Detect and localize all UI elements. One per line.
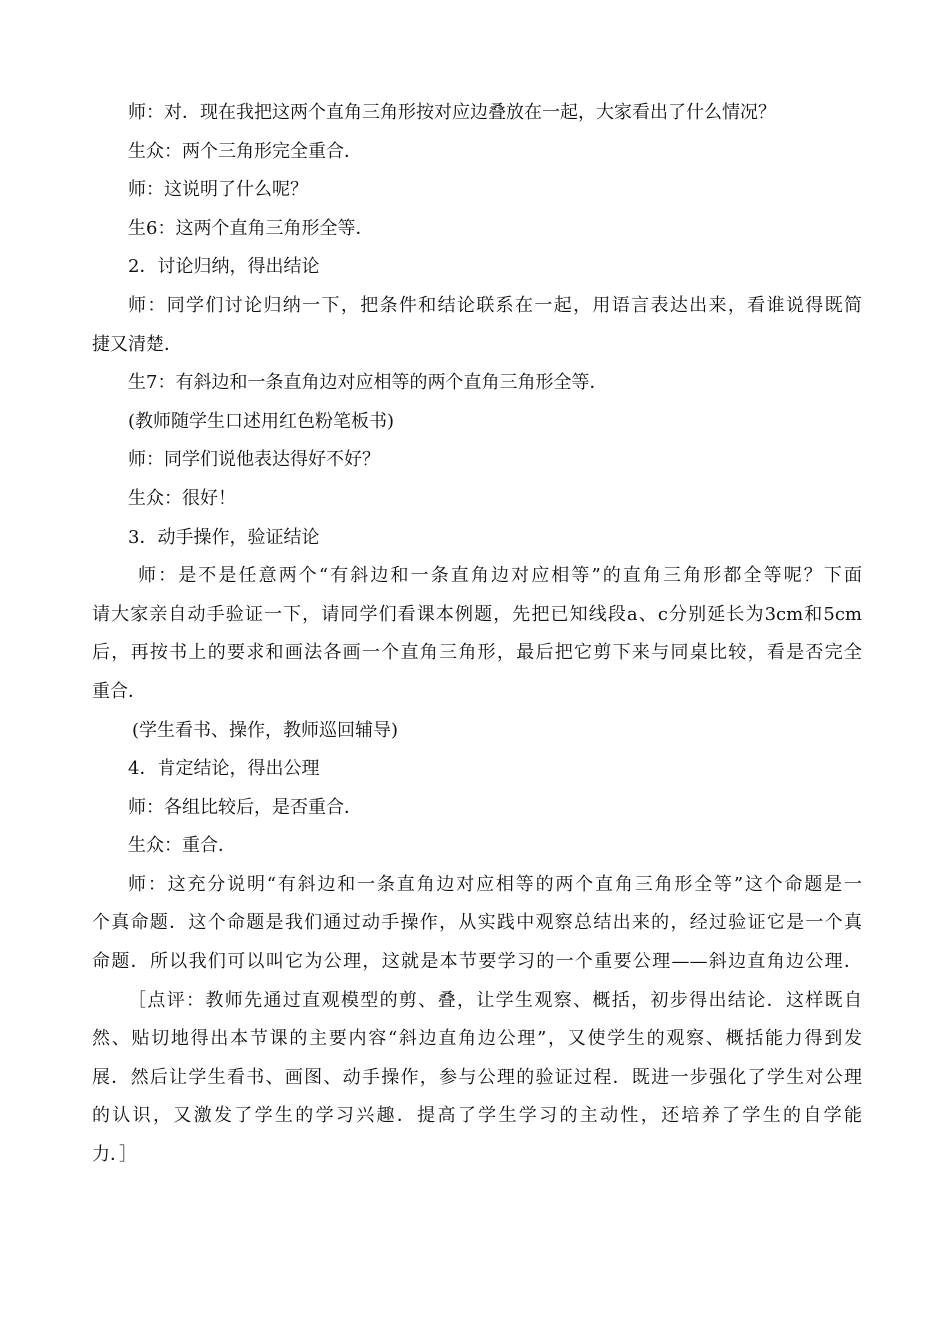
paragraph-line: (教师随学生口述用红色粉笔板书)	[128, 410, 395, 432]
paragraph-line: 生众：很好！	[128, 487, 236, 509]
paragraph-line: 命题．所以我们可以叫它为公理，这就是本节要学习的一个重要公理——斜边直角边公理．	[92, 951, 862, 973]
paragraph-line: 重合．	[92, 680, 146, 702]
paragraph-line: 师：这充分说明“有斜边和一条直角边对应相等的两个直角三角形全等”这个命题是一	[128, 873, 862, 895]
section-heading: 2．讨论归纳，得出结论	[128, 256, 320, 278]
section-heading: 4．肯定结论，得出公理	[128, 758, 320, 780]
comment-line: 然、贴切地得出本节课的主要内容“斜边直角边公理”，又使学生的观察、概括能力得到发	[92, 1028, 862, 1050]
paragraph-line: 师：同学们讨论归纳一下，把条件和结论联系在一起，用语言表达出来，看谁说得既简	[128, 294, 862, 316]
paragraph-line: 师：是不是任意两个“有斜边和一条直角边对应相等”的直角三角形都全等呢？下面	[138, 565, 862, 587]
comment-line: ［点评：教师先通过直观模型的剪、叠，让学生观察、概括，初步得出结论．这样既自	[128, 989, 862, 1011]
paragraph-line: 师：对．现在我把这两个直角三角形按对应边叠放在一起，大家看出了什么情况？	[128, 102, 776, 123]
paragraph-line: 生众：两个三角形完全重合．	[128, 140, 362, 162]
comment-line: 力．］	[92, 1144, 137, 1166]
paragraph-line: 后，再按书上的要求和画法各画一个直角三角形，最后把它剪下来与同桌比较，看是否完全	[92, 642, 862, 664]
paragraph-line: 生7：有斜边和一条直角边对应相等的两个直角三角形全等．	[128, 372, 608, 394]
section-heading: 3．动手操作，验证结论	[128, 526, 320, 548]
comment-line: 展．然后让学生看书、画图、动手操作，参与公理的验证过程．既进一步强化了学生对公理	[92, 1066, 862, 1088]
paragraph-line: 师：各组比较后，是否重合．	[128, 796, 362, 818]
paragraph-line: 生众：重合．	[128, 835, 236, 857]
paragraph-line: (学生看书、操作，教师巡回辅导)	[132, 719, 399, 741]
paragraph-line: 捷又清楚．	[92, 333, 182, 355]
paragraph-line: 请大家亲自动手验证一下，请同学们看课本例题，先把已知线段a、c分别延长为3cm和5cm	[92, 603, 862, 625]
document-body	[92, 94, 862, 1175]
paragraph-line: 个真命题．这个命题是我们通过动手操作，从实践中观察总结出来的，经过验证它是一个真	[92, 912, 862, 934]
paragraph-line: 师：同学们说他表达得好不好？	[128, 449, 380, 471]
paragraph-line: 生6：这两个直角三角形全等．	[128, 217, 374, 239]
comment-line: 的认识，又激发了学生的学习兴趣．提高了学生学习的主动性，还培养了学生的自学能	[92, 1105, 862, 1127]
paragraph-line: 师：这说明了什么呢？	[128, 179, 308, 201]
